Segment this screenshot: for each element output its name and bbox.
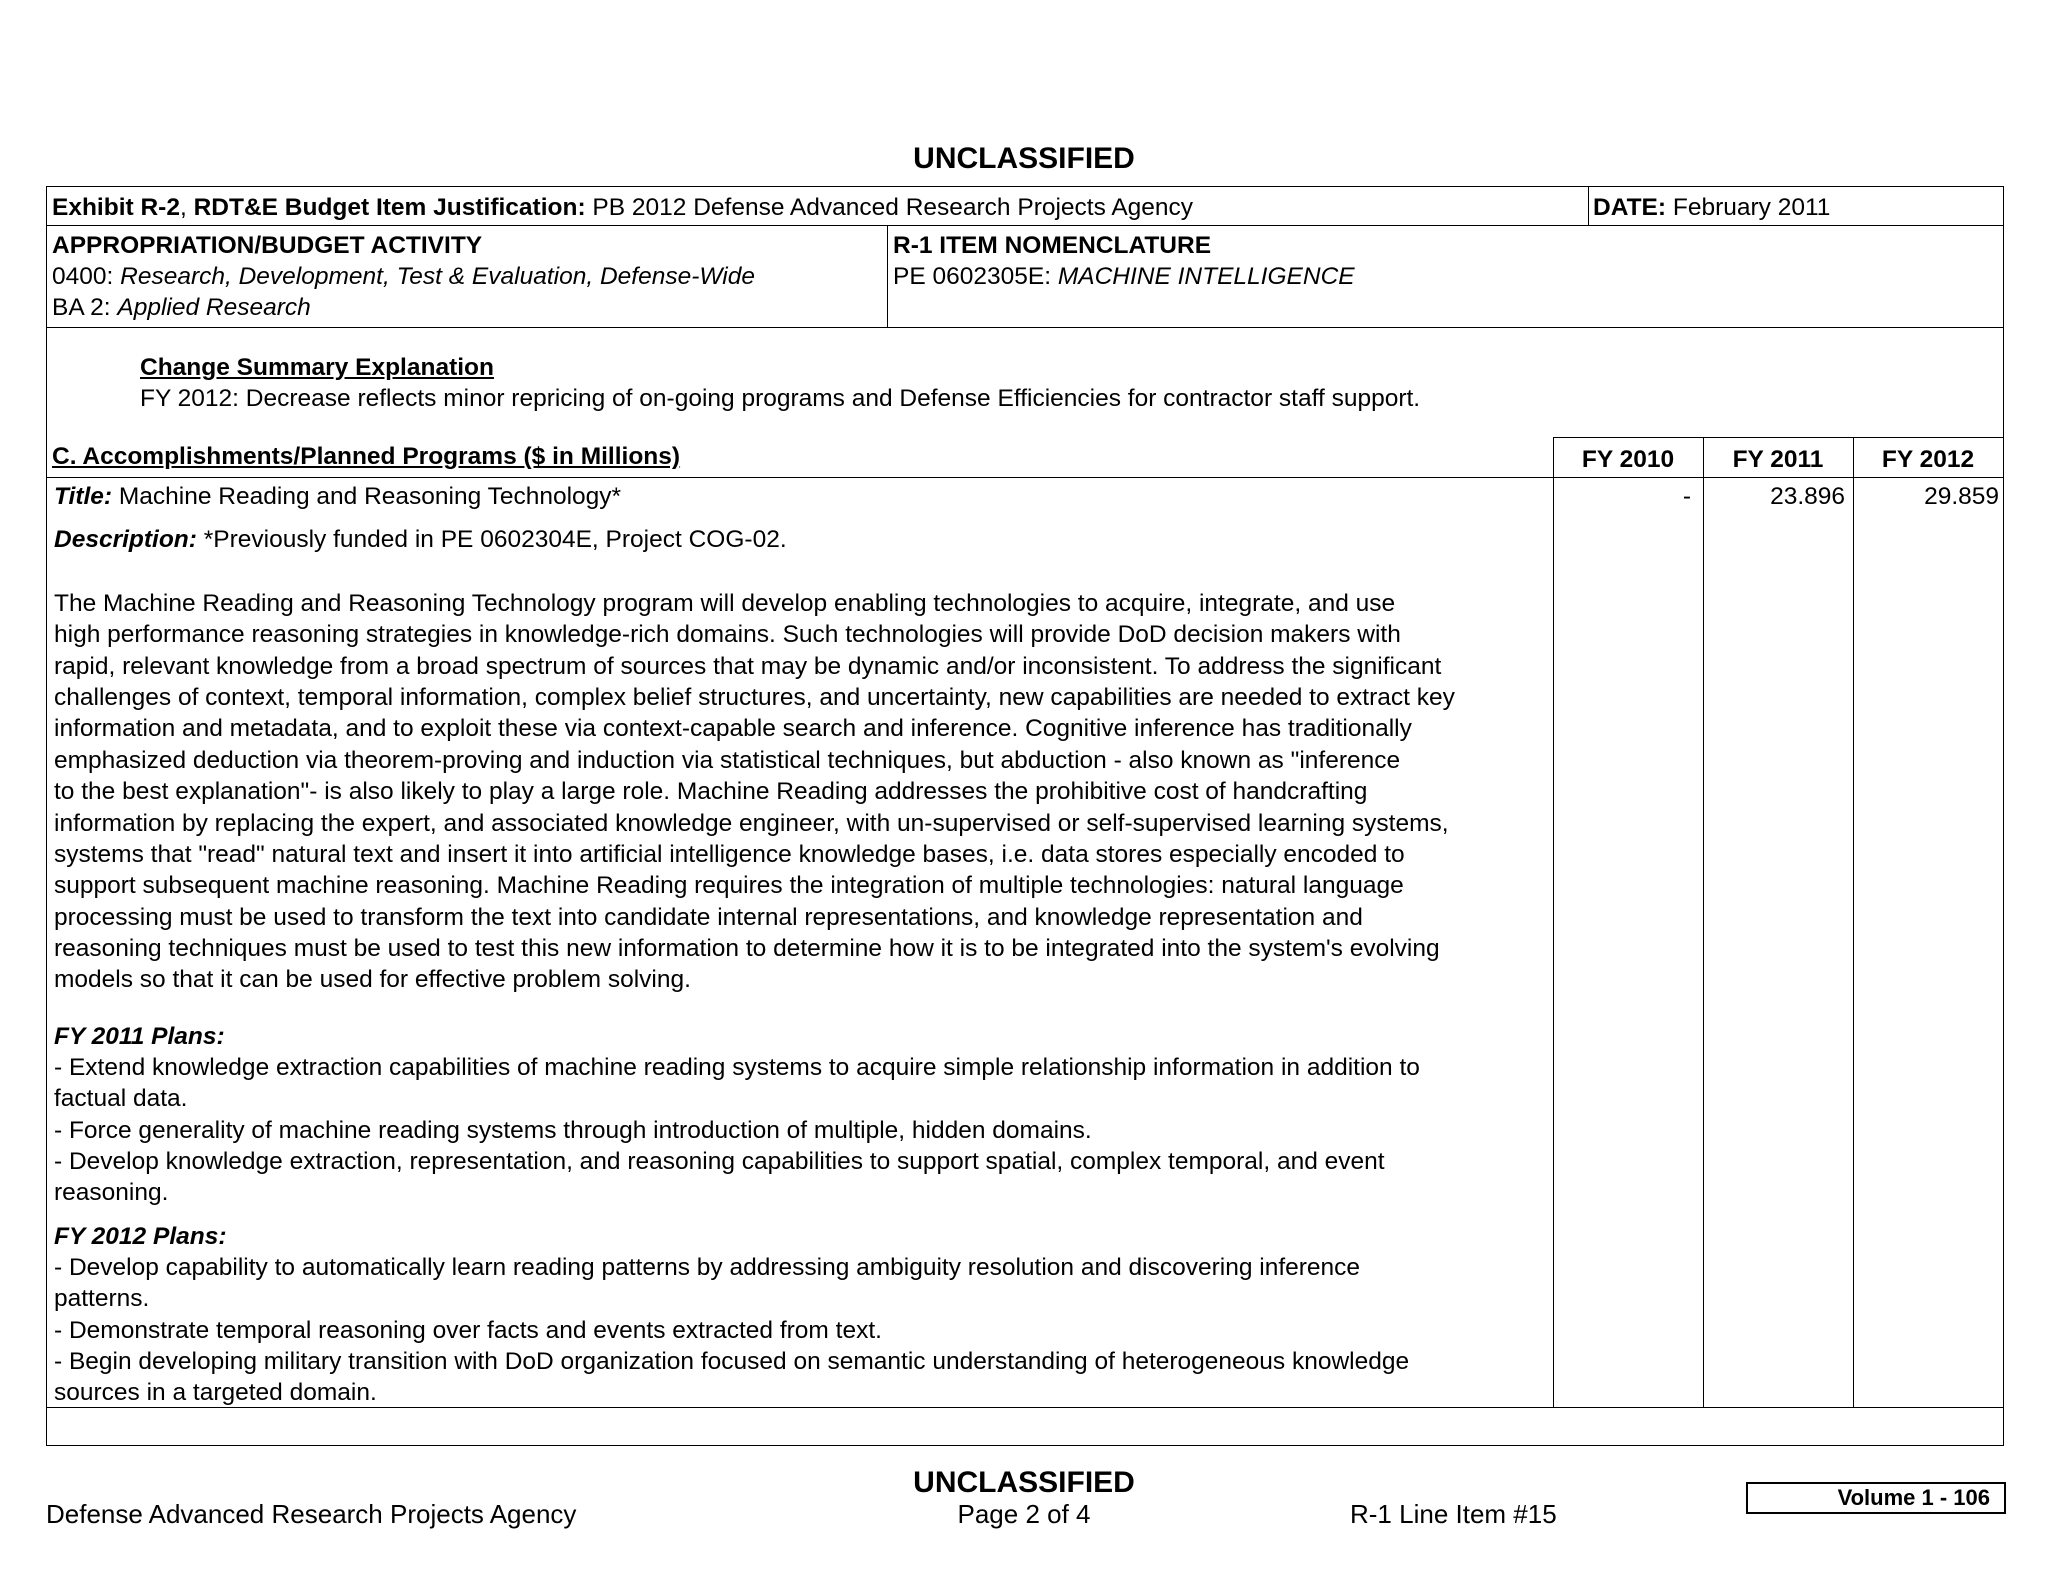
body-line: information by replacing the expert, and associated knowledge engineer, with un-supervised or self-supervised learning systems,: [54, 809, 1449, 837]
appropriation-code: 0400:: [52, 263, 121, 290]
program-title-label: Title:: [54, 483, 113, 510]
body-line: challenges of context, temporal information, complex belief structures, and uncertainty, new capabilities are needed to extract key: [54, 684, 1455, 712]
budget-activity-code: BA 2:: [52, 294, 118, 321]
plan-line: reasoning.: [54, 1179, 169, 1207]
nomenclature-line: [893, 261, 1355, 292]
fy2011-plans: [54, 1052, 1554, 1209]
plan-line: factual data.: [54, 1085, 188, 1113]
change-summary-title: Change Summary Explanation: [140, 354, 494, 381]
divider-col-fy2011: [1703, 437, 1704, 1407]
plan-line: - Develop knowledge extraction, representation, and reasoning capabilities to support spatial, complex temporal, and event: [54, 1148, 1385, 1176]
divider-col-fy2012: [1853, 437, 1854, 1407]
appropriation-label: APPROPRIATION/BUDGET ACTIVITY: [52, 232, 483, 259]
date-field: [1593, 192, 1830, 223]
exhibit-agency: PB 2012 Defense Advanced Research Projects Agency: [585, 194, 1194, 221]
date-value: February 2011: [1666, 194, 1831, 221]
plan-line: patterns.: [54, 1285, 150, 1313]
exhibit-id: Exhibit R-2: [52, 194, 180, 221]
program-title-text: Machine Reading and Reasoning Technology*: [112, 483, 622, 510]
value-fy2012: 29.859: [1924, 483, 1999, 510]
rule-columns-top: [1553, 437, 2003, 438]
budget-activity-line: [52, 292, 311, 323]
date-label: DATE:: [1593, 194, 1667, 221]
fy2012-plans: [54, 1252, 1554, 1409]
program-title: [54, 481, 621, 512]
footer-agency: Defense Advanced Research Projects Agency: [46, 1499, 577, 1529]
exhibit-sep: ,: [179, 194, 194, 221]
nomenclature-label: R-1 ITEM NOMENCLATURE: [893, 232, 1212, 259]
exhibit-type: RDT&E Budget Item Justification:: [193, 194, 586, 221]
body-line: information and metadata, and to exploit these via context-capable search and inference. Cognitive inference has traditionally: [54, 715, 1412, 743]
body-line: to the best explanation"- is also likely to play a large role. Machine Reading addresses the prohibitive cost of handcrafting: [54, 778, 1368, 806]
col-header-fy2012: FY 2012: [1881, 446, 1975, 473]
budget-activity-name: Applied Research: [117, 294, 311, 321]
rule-header: [47, 225, 2003, 226]
body-line: reasoning techniques must be used to test this new information to determine how it is to be integrated into the system's evolving: [54, 934, 1440, 962]
body-line: emphasized deduction via theorem-proving and induction via statistical techniques, but abduction - also known as "inference: [54, 746, 1401, 774]
exhibit-title: [52, 192, 1193, 223]
appropriation-name: Research, Development, Test & Evaluation, Defense-Wide: [120, 263, 755, 290]
section-c-title: C. Accomplishments/Planned Programs ($ in Millions): [52, 443, 681, 470]
program-description-label: Description:: [54, 526, 197, 553]
classification-bottom: UNCLASSIFIED: [913, 1466, 1135, 1499]
body-line: systems that "read" natural text and insert it into artificial intelligence knowledge bases, i.e. data stores especially encoded to: [54, 840, 1405, 868]
classification-top: UNCLASSIFIED: [913, 142, 1135, 175]
nomenclature-code: PE 0602305E:: [893, 263, 1058, 290]
body-line: high performance reasoning strategies in knowledge-rich domains. Such technologies will provide DoD decision makers with: [54, 621, 1401, 649]
plan-line: - Extend knowledge extraction capabilities of machine reading systems to acquire simple relationship information in addition to: [54, 1054, 1420, 1081]
plan-line: - Force generality of machine reading systems through introduction of multiple, hidden domains.: [54, 1116, 1092, 1144]
plan-line: sources in a targeted domain.: [54, 1379, 377, 1407]
rule-section-c: [47, 477, 2003, 478]
exhibit-frame: [46, 186, 2004, 1446]
value-fy2011: 23.896: [1770, 483, 1845, 510]
divider-date: [1588, 187, 1589, 225]
program-description: [54, 524, 787, 555]
change-summary-text: FY 2012: Decrease reflects minor repricing of on-going programs and Defense Efficiencies for contractor staff support.: [140, 385, 1421, 412]
plan-line: - Demonstrate temporal reasoning over facts and events extracted from text.: [54, 1316, 882, 1344]
footer-page: Page 2 of 4: [957, 1499, 1091, 1529]
body-line: models so that it can be used for effective problem solving.: [54, 966, 691, 994]
fy2012-plans-label: FY 2012 Plans:: [54, 1223, 227, 1250]
appropriation-line1: [52, 261, 755, 292]
col-header-fy2011: FY 2011: [1732, 446, 1824, 473]
body-line: processing must be used to transform the text into candidate internal representations, and knowledge representation and: [54, 903, 1363, 931]
program-body: [54, 588, 1554, 996]
body-line: The Machine Reading and Reasoning Technology program will develop enabling technologies to acquire, integrate, and use: [54, 590, 1396, 617]
plan-line: - Begin developing military transition with DoD organization focused on semantic understanding of heterogeneous knowledge: [54, 1348, 1410, 1376]
program-description-text: *Previously funded in PE 0602304E, Project COG-02.: [196, 526, 787, 553]
rule-activity: [47, 327, 2003, 328]
nomenclature-name: MACHINE INTELLIGENCE: [1057, 263, 1355, 290]
value-fy2010: -: [1682, 483, 1691, 510]
fy2011-plans-label: FY 2011 Plans:: [54, 1023, 225, 1050]
col-header-fy2010: FY 2010: [1581, 446, 1675, 473]
volume-box: Volume 1 - 106: [1746, 1482, 2006, 1514]
footer-line-item: R-1 Line Item #15: [1350, 1499, 1557, 1529]
body-line: support subsequent machine reasoning. Machine Reading requires the integration of multiple technologies: natural language: [54, 872, 1404, 900]
divider-nomenclature: [887, 225, 888, 327]
body-line: rapid, relevant knowledge from a broad spectrum of sources that may be dynamic and/or inconsistent. To address the significant: [54, 652, 1442, 680]
plan-line: - Develop capability to automatically learn reading patterns by addressing ambiguity resolution and discovering inference: [54, 1254, 1361, 1281]
